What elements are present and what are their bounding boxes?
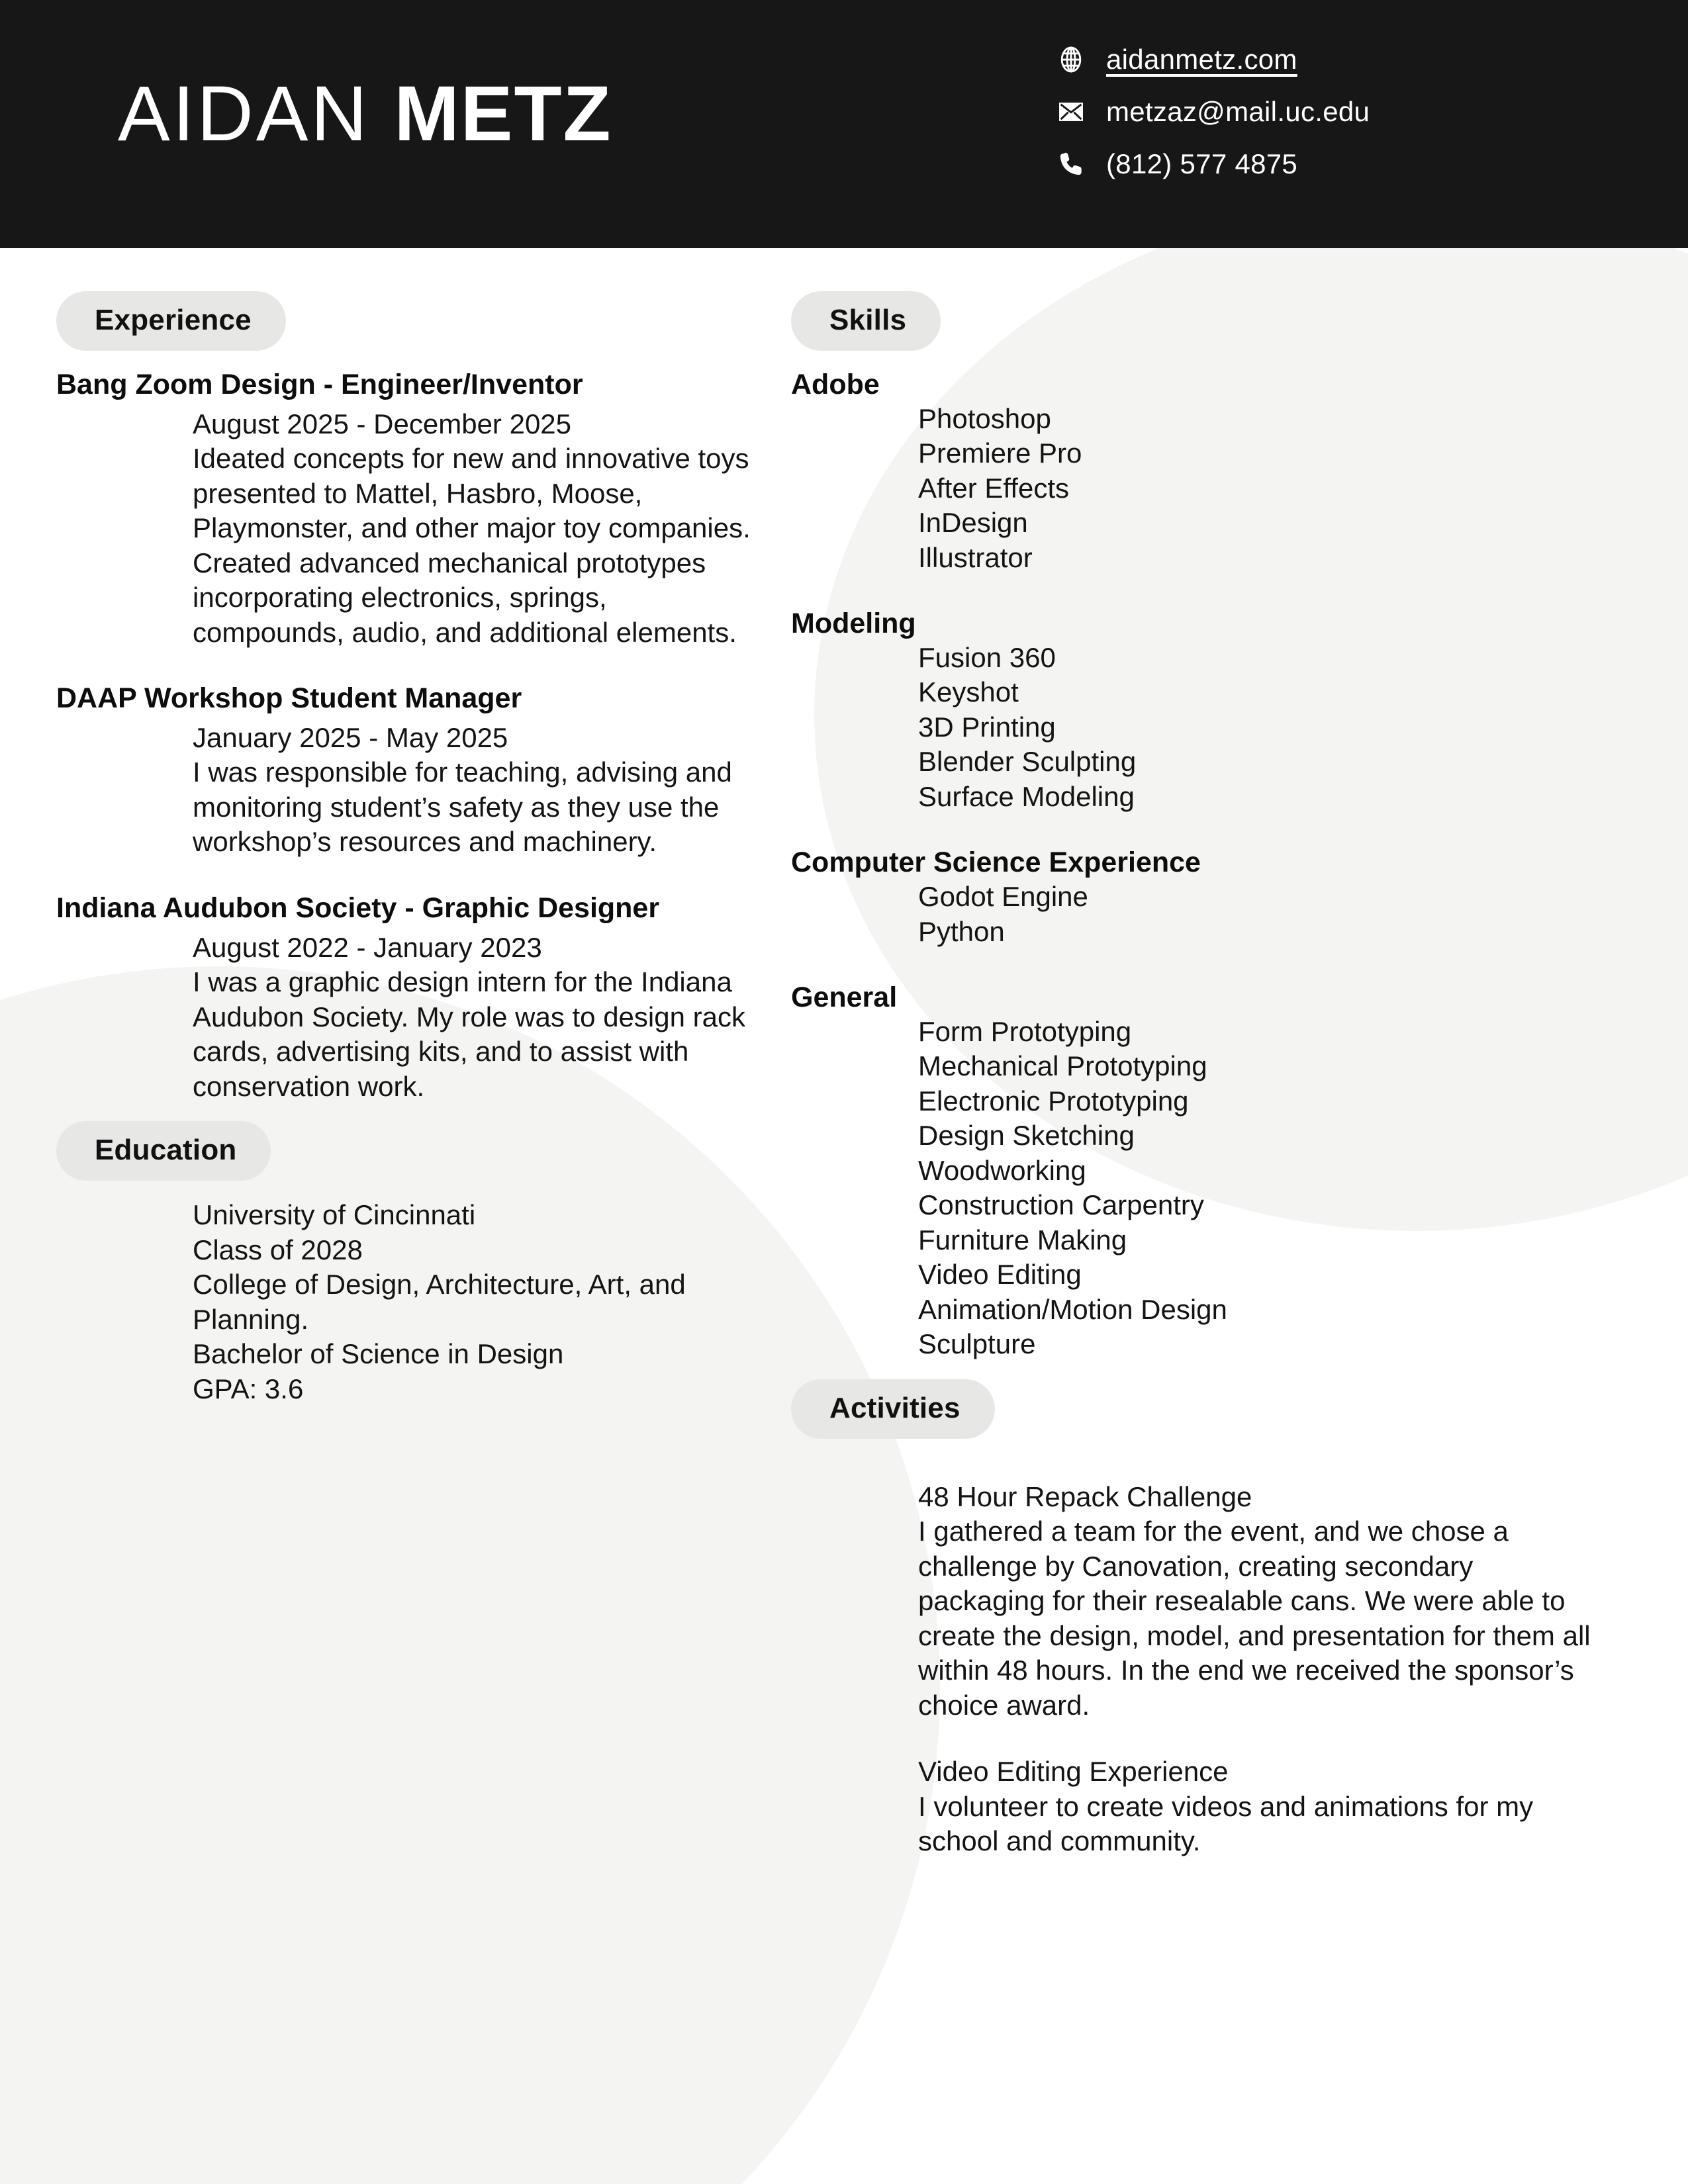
globe-icon [1049,41,1093,78]
section-header-experience [56,291,758,351]
skill-item: Illustrator [918,541,1033,573]
skill-group-name: General [791,981,898,1014]
skills-title: Skills [791,291,941,351]
skill-item: 3D Printing [918,711,1056,743]
skill-item: Godot Engine [918,881,1088,913]
skill-item: Python [918,915,1005,947]
section-header-education [56,1121,758,1181]
skill-group [791,981,1605,1362]
contact-email[interactable] [1049,93,1370,130]
education-title: Education [56,1121,271,1181]
website-text[interactable]: aidanmetz.com [1106,44,1297,75]
job-description: I was responsible for teaching, advising and monitoring student’s safety as they use the workshop’s resources and machinery. [193,756,732,858]
education-line: Bachelor of Science in Design [193,1338,564,1370]
skill-item: Electronic Prototyping [918,1085,1189,1116]
left-column [56,291,758,1406]
skill-group-name: Modeling [791,608,916,640]
skill-item: After Effects [918,472,1069,504]
activity-item [863,1480,1605,1723]
job-description: Ideated concepts for new and innovative toys presented to Mattel, Hasbro, Moose, Playmonster, and other major toy companies. Created advanced mechanical prototypes incorporating electronics, springs, compounds, audio, and additional elements. [193,443,751,648]
skill-group [791,846,1605,949]
activity-description: I volunteer to create videos and animations for my school and community. [918,1790,1534,1857]
first-name: AIDAN [118,70,370,158]
skill-group [791,607,1605,814]
skill-item: Photoshop [918,402,1051,434]
email-text[interactable]: metzaz@mail.uc.edu [1106,96,1370,127]
skill-item: Form Prototyping [918,1015,1132,1047]
contact-website[interactable] [1049,41,1370,78]
section-header-skills [791,291,1605,351]
skill-item: Woodworking [918,1154,1086,1186]
experience-item [56,891,758,1104]
job-dates: August 2022 - January 2023 [193,931,542,963]
education-line: GPA: 3.6 [193,1373,304,1404]
skill-item: Blender Sculpting [918,746,1137,778]
skill-item: Construction Carpentry [918,1189,1204,1221]
contact-phone[interactable] [1049,146,1370,183]
skill-group-name: Computer Science Experience [791,846,1201,879]
education-line: University of Cincinnati [193,1199,476,1231]
job-dates: January 2025 - May 2025 [193,721,508,753]
job-title: Indiana Audubon Society - Graphic Designer [56,891,660,924]
skill-item: InDesign [918,507,1028,539]
skill-item: Furniture Making [918,1224,1127,1255]
contact-list [1049,41,1370,183]
skill-item: Mechanical Prototyping [918,1050,1207,1082]
right-column [791,291,1605,1859]
experience-item [56,368,758,650]
skill-item: Fusion 360 [918,641,1056,673]
education-line: Class of 2028 [193,1234,363,1265]
phone-text[interactable]: (812) 577 4875 [1106,148,1298,179]
phone-icon [1049,146,1093,183]
activity-description: I gathered a team for the event, and we chose a challenge by Canovation, creating secondary packaging for their resealable cans. We were able to create the design, model, and presentation for them all within 48 hours. In the end we received the sponsor’s choice award. [918,1516,1591,1721]
job-description: I was a graphic design intern for the Indiana Audubon Society. My role was to design rack cards, advertising kits, and to assist with conservation work. [193,966,745,1102]
skill-item: Design Sketching [918,1120,1135,1152]
activities-title: Activities [791,1379,995,1439]
skill-item: Sculpture [918,1328,1036,1360]
last-name: METZ [394,70,612,158]
skill-group [791,368,1605,575]
education-line: College of Design, Architecture, Art, and Planning. [193,1269,686,1335]
skill-item: Animation/Motion Design [918,1293,1227,1325]
activity-title: 48 Hour Repack Challenge [918,1480,1252,1512]
job-title: DAAP Workshop Student Manager [56,682,522,715]
job-dates: August 2025 - December 2025 [193,408,572,439]
skill-item: Keyshot [918,676,1019,708]
job-title: Bang Zoom Design - Engineer/Inventor [56,369,583,400]
skill-group-name: Adobe [791,369,880,400]
activity-title: Video Editing Experience [918,1756,1229,1788]
page-title [118,70,612,158]
skill-item: Video Editing [918,1259,1082,1291]
education-item [137,1198,758,1406]
envelope-icon [1049,93,1093,130]
section-header-activities [791,1379,1605,1439]
activity-item [863,1754,1605,1859]
header-bar [0,0,1688,248]
skill-item: Premiere Pro [918,437,1082,469]
skill-item: Surface Modeling [918,780,1135,812]
experience-item [56,682,758,860]
experience-title: Experience [56,291,286,351]
